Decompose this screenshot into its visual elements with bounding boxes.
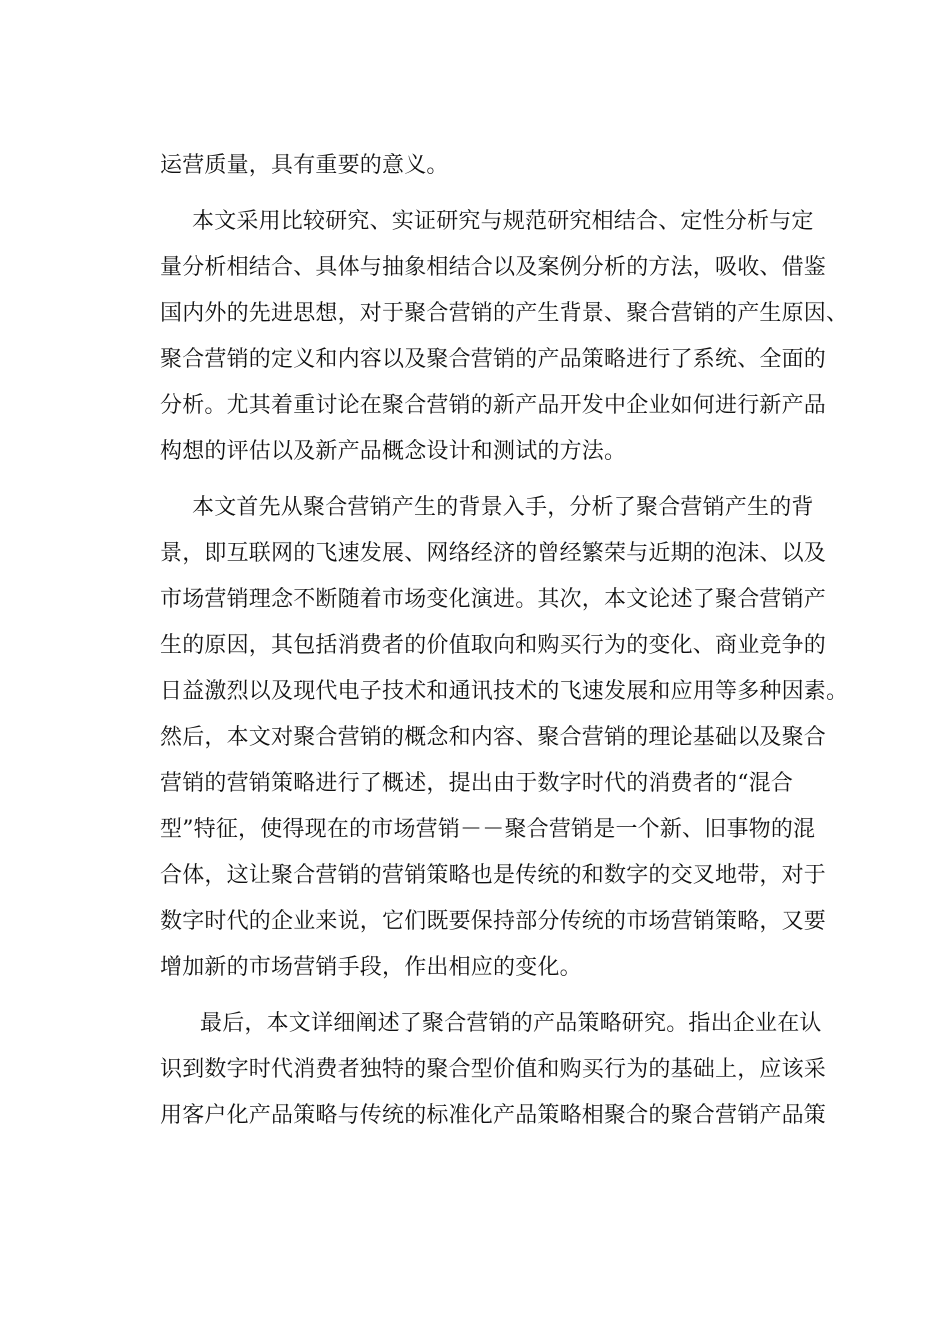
paragraph-2	[160, 199, 850, 475]
text-line: 量分析相结合、具体与抽象相结合以及案例分析的方法，吸收、借鉴	[160, 255, 827, 280]
text-line: 用客户化产品策略与传统的标准化产品策略相聚合的聚合营销产品策	[160, 1103, 827, 1128]
text-line: 营销的营销策略进行了概述，提出由于数字时代的消费者的“混合	[160, 771, 794, 796]
text-line: 构想的评估以及新产品概念设计和测试的方法。	[160, 439, 627, 464]
text-line: 分析。尤其着重讨论在聚合营销的新产品开发中企业如何进行新产品	[160, 393, 827, 418]
paragraph-3	[160, 485, 850, 991]
text-line: 最后，本文详细阐述了聚合营销的产品策略研究。指出企业在认	[200, 1011, 822, 1036]
text-line: 数字时代的企业来说，它们既要保持部分传统的市场营销策略，又要	[160, 909, 827, 934]
text-line: 国内外的先进思想，对于聚合营销的产生背景、聚合营销的产生原因、	[160, 301, 849, 326]
text-line: 本文首先从聚合营销产生的背景入手，分析了聚合营销产生的背	[192, 495, 814, 520]
text-line: 景，即互联网的飞速发展、网络经济的曾经繁荣与近期的泡沫、以及	[160, 541, 827, 566]
text-line: 市场营销理念不断随着市场变化演进。其次，本文论述了聚合营销产	[160, 587, 827, 612]
text-line: 识到数字时代消费者独特的聚合型价值和购买行为的基础上，应该采	[160, 1057, 827, 1082]
text-line: 日益激烈以及现代电子技术和通讯技术的飞速发展和应用等多种因素。	[160, 679, 849, 704]
text-line: 合体，这让聚合营销的营销策略也是传统的和数字的交叉地带，对于	[160, 863, 827, 888]
paragraph-4	[160, 1001, 850, 1139]
text-line: 型”特征，使得现在的市场营销－－聚合营销是一个新、旧事物的混	[160, 817, 816, 842]
text-line: 本文采用比较研究、实证研究与规范研究相结合、定性分析与定	[192, 209, 814, 234]
text-line: 生的原因，其包括消费者的价值取向和购买行为的变化、商业竞争的	[160, 633, 827, 658]
paragraph-1	[160, 143, 850, 189]
text-line: 聚合营销的定义和内容以及聚合营销的产品策略进行了系统、全面的	[160, 347, 827, 372]
body-text	[160, 143, 850, 1139]
text-line: 增加新的市场营销手段，作出相应的变化。	[160, 955, 582, 980]
text-line: 然后，本文对聚合营销的概念和内容、聚合营销的理论基础以及聚合	[160, 725, 827, 750]
text-line: 运营质量，具有重要的意义。	[160, 153, 449, 178]
